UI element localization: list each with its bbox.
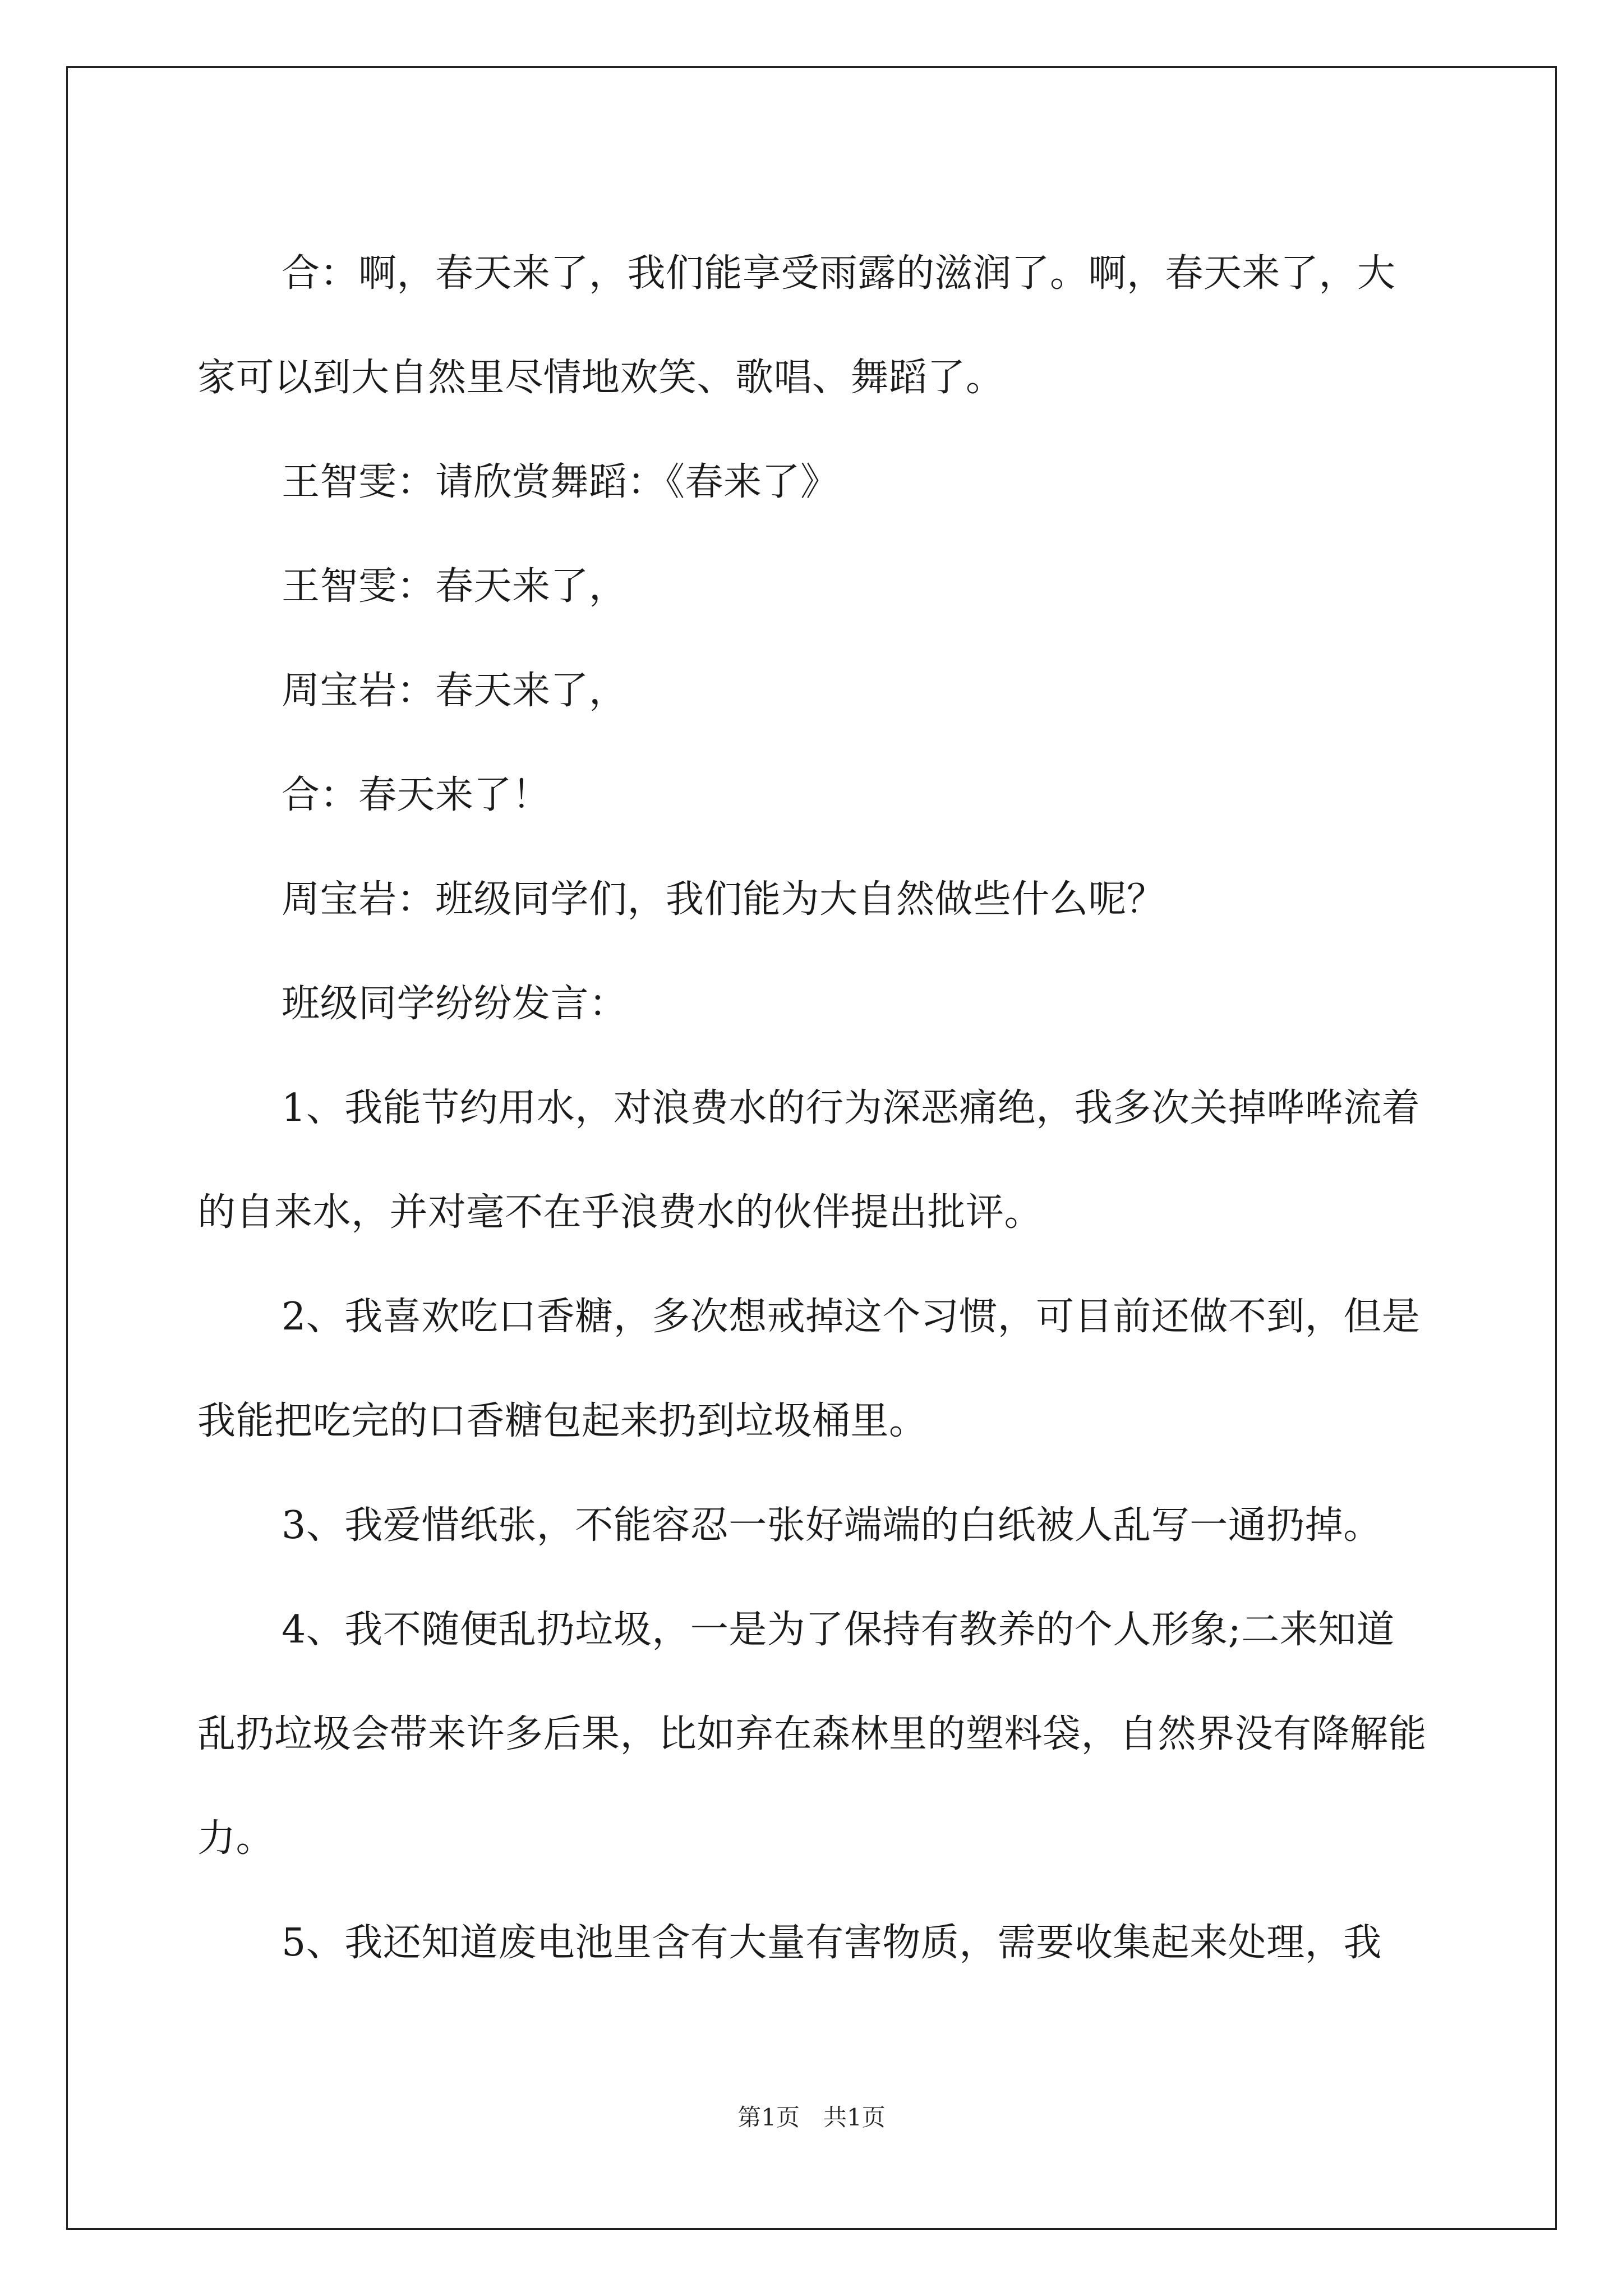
paragraph: 周宝岩：班级同学们，我们能为大自然做些什么呢？ <box>282 877 1165 922</box>
paragraph: 王智雯：请欣赏舞蹈：《春来了》 <box>282 460 839 504</box>
page-footer: 第1页 共1页 <box>737 2104 886 2131</box>
paragraph: 1、我能节约用水，对浪费水的行为深恶痛绝，我多次关掉哗哗流着的自来水，并对毫不在乎浪费水的伙伴提出批评。 <box>197 1086 1421 1235</box>
paragraph: 5、我还知道废电池里含有大量有害物质，需要收集起来处理，我 <box>282 1921 1382 1965</box>
paragraph: 班级同学纷纷发言： <box>282 982 628 1026</box>
paragraph: 4、我不随便乱扔垃圾，一是为了保持有教养的个人形象;二来知道乱扔垃圾会带来许多后果，比如弃在森林里的塑料袋，自然界没有降解能力。 <box>197 1608 1427 1861</box>
document-body <box>197 222 1431 1995</box>
paragraph: 合：啊，春天来了，我们能享受雨露的滋润了。啊，春天来了，大家可以到大自然里尽情地欢笑、歌唱、舞蹈了。 <box>197 251 1396 400</box>
paragraph: 周宝岩：春天来了， <box>282 669 628 713</box>
paragraph: 2、我喜欢吃口香糖，多次想戒掉这个习惯，可目前还做不到，但是我能把吃完的口香糖包起来扔到垃圾桶里。 <box>197 1295 1421 1443</box>
paragraph: 3、我爱惜纸张，不能容忍一张好端端的白纸被人乱写一通扔掉。 <box>282 1503 1382 1548</box>
paragraph: 合：春天来了！ <box>282 773 551 817</box>
paragraph: 王智雯：春天来了， <box>282 564 628 609</box>
